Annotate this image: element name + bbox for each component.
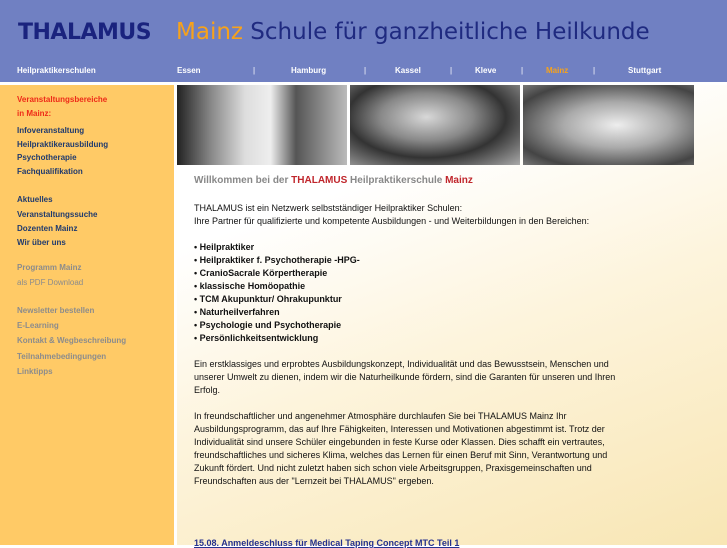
sidebar-item[interactable]: Aktuelles (17, 195, 53, 204)
news-link[interactable]: 15.08. Anmeldeschluss für Medical Taping Concept MTC Teil 1 (194, 538, 460, 548)
list-item: • TCM Akupunktur/ Ohrakupunktur (194, 294, 342, 304)
nav-separator: | (253, 66, 256, 75)
list-item: • klassische Homöopathie (194, 281, 306, 291)
list-item: • Naturheilverfahren (194, 307, 280, 317)
top-nav (0, 66, 727, 80)
list-item: • Heilpraktiker (194, 242, 255, 252)
list-item: • CranioSacrale Körpertherapie (194, 268, 328, 278)
tagline-city: Mainz (176, 19, 243, 45)
title-text: Willkommen bei der (194, 175, 289, 186)
sidebar-item[interactable]: Linktipps (17, 367, 53, 376)
main-content (177, 85, 727, 548)
nav-stuttgart[interactable]: Stuttgart (628, 66, 662, 75)
nav-essen[interactable]: Essen (177, 66, 201, 75)
page-title (194, 175, 639, 186)
list-item: • Psychologie und Psychotherapie (194, 320, 342, 330)
sidebar-item[interactable]: Teilnahmebedingungen (17, 352, 107, 361)
nav-separator: | (364, 66, 367, 75)
sidebar-item[interactable]: Fachqualifikation (17, 167, 83, 176)
sidebar-item[interactable]: E-Learning (17, 321, 59, 330)
intro-line: Ihre Partner für qualifizierte und kompetente Ausbildungen - und Weiterbildungen in den Bereichen: (194, 216, 590, 226)
nav-hamburg[interactable]: Hamburg (291, 66, 327, 75)
paragraph: Ein erstklassiges und erprobtes Ausbildungskonzept, Individualität und das Bewusstsein, Menschen und unserer Umwelt zu dienen, indem wir die Naturheilkunde fördern, sind die Garanten für unseren und Ihren Erfolg. (194, 359, 616, 395)
intro (194, 202, 639, 228)
logo[interactable]: THALAMUS (18, 20, 152, 45)
sidebar-item[interactable]: Heilpraktikerausbildung (17, 140, 109, 149)
nav-mainz[interactable]: Mainz (546, 66, 569, 75)
photo-consultation (177, 85, 347, 165)
nav-kassel[interactable]: Kassel (395, 66, 421, 75)
nav-kleve[interactable]: Kleve (475, 66, 497, 75)
course-list (194, 241, 639, 345)
sidebar-item[interactable]: Veranstaltungssuche (17, 210, 98, 219)
photo-therapy (523, 85, 694, 165)
sidebar-item[interactable]: Newsletter bestellen (17, 306, 95, 315)
nav-separator: | (450, 66, 453, 75)
sidebar-item[interactable]: Psychotherapie (17, 153, 77, 162)
nav-separator: | (521, 66, 524, 75)
intro-line: THALAMUS ist ein Netzwerk selbstständiger Heilpraktiker Schulen: (194, 203, 463, 213)
photo-smiling-woman (350, 85, 520, 165)
tagline-text: Schule für ganzheitliche Heilkunde (250, 19, 650, 45)
sidebar-heading: in Mainz: (17, 109, 52, 118)
sidebar-item[interactable]: Infoveranstaltung (17, 126, 85, 135)
title-brand: THALAMUS (291, 175, 348, 186)
sidebar-item[interactable]: Dozenten Mainz (17, 224, 78, 233)
header (0, 0, 727, 82)
sidebar-heading: Veranstaltungsbereiche (17, 95, 108, 104)
tagline (176, 19, 650, 45)
title-city: Mainz (445, 175, 473, 186)
sidebar-item[interactable]: Programm Mainz (17, 263, 82, 272)
nav-label: Heilpraktikerschulen (17, 66, 96, 75)
list-item: • Persönlichkeitsentwicklung (194, 333, 319, 343)
nav-separator: | (593, 66, 596, 75)
sidebar-item[interactable]: Wir über uns (17, 238, 66, 247)
article (194, 175, 639, 488)
paragraph: In freundschaftlicher und angenehmer Atmosphäre durchlaufen Sie bei THALAMUS Mainz Ihr Ausbildungsprogramm, das auf Ihre Fähigkeiten, Interessen und Motivationen abgestimmt ist. Trotz der Individualität sind unsere Schüler eingebunden in feste Kurse oder Klassen. Dies schafft ein vertrautes, freundschaftliches und sicheres Klima, welches das Lernen für einen Beruf mit Sinn, Verantwortung und Zukunft fördert. Und nicht zuletzt haben sich schon viele Arbeitsgruppen, Praxisgemeinschaften und Freundschaften aus der "Lernzeit bei THALAMUS" ergeben. (194, 411, 608, 486)
title-text: Heilpraktikerschule (350, 175, 443, 186)
sidebar-item[interactable]: Kontakt & Wegbeschreibung (17, 336, 127, 345)
sidebar-item[interactable]: als PDF Download (17, 278, 84, 287)
list-item: • Heilpraktiker f. Psychotherapie -HPG- (194, 255, 360, 265)
sidebar (0, 85, 174, 545)
